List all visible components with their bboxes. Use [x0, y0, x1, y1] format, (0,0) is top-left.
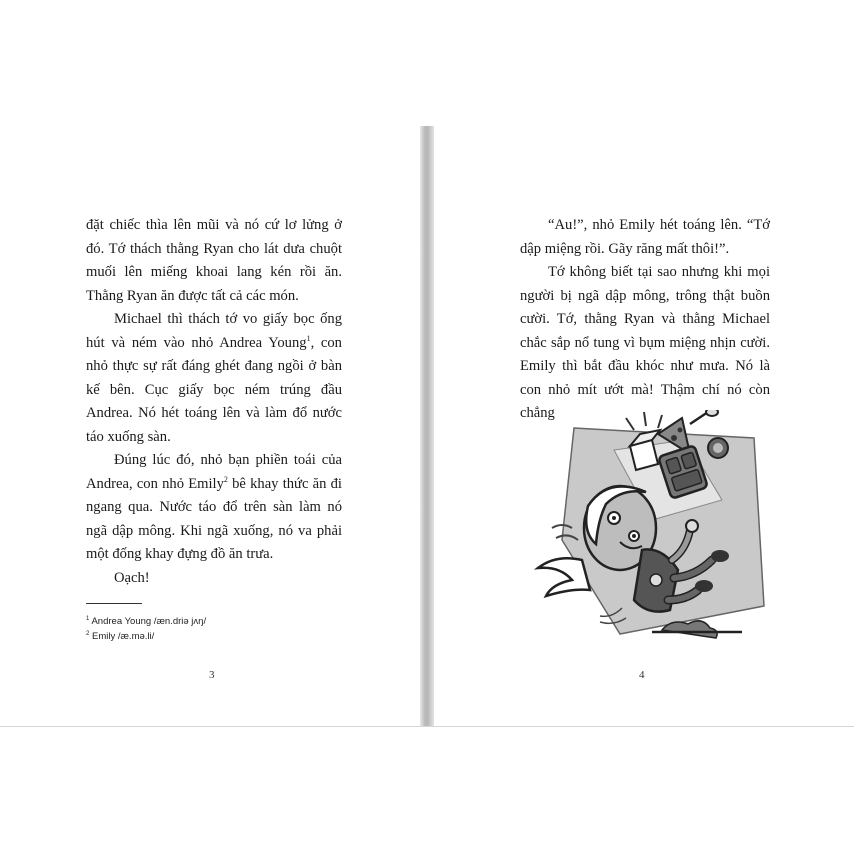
- footnote-marker: 2: [223, 474, 228, 484]
- footnote-mark: 1: [86, 616, 90, 622]
- paragraph: Tớ không biết tại sao nhưng khi mọi người bị ngã dập mông, trông thật buồn cười. Tớ, thằng Ryan và thằng Michael chắc sắp nổ tung vì bụm miệng nhịn cười. Emily thì bắt đầu khóc như mưa. Nó là con nhỏ mít ướt mà! Thậm chí nó còn chẳng: [520, 264, 770, 421]
- juice-spill: [662, 621, 717, 638]
- paragraph-text: Đúng lúc đó, nhỏ bạn phiền toái của Andrea, con nhỏ Emily: [86, 452, 342, 492]
- book-gutter: [420, 126, 434, 726]
- footnote-mark: 2: [86, 631, 90, 638]
- girl-ponytail: [538, 558, 590, 596]
- footnote: [86, 613, 346, 628]
- footnote-text: Andrea Young /æn.driə jʌŋ/: [91, 616, 207, 628]
- paragraph: [86, 449, 342, 567]
- book-spread: [0, 126, 854, 727]
- footnote-divider: [86, 603, 142, 604]
- right-page-text: [520, 214, 770, 426]
- right-page: [434, 126, 854, 726]
- left-page: [0, 126, 420, 726]
- left-page-text: [86, 214, 342, 590]
- page-number: 4: [639, 669, 645, 681]
- footnotes: [86, 613, 346, 643]
- paragraph: “Au!”, nhỏ Emily hét toáng lên. “Tớ dập miệng rồi. Gãy răng mất thôi!”.: [520, 217, 770, 257]
- paragraph: Oạch!: [114, 569, 150, 586]
- paragraph-text: Michael thì thách tớ vo giấy bọc ống hút và ném vào nhỏ Andrea Young: [86, 311, 342, 351]
- paragraph-text: bê khay thức ăn đi ngang qua. Nước táo đổ trên sàn làm nó ngã dập mông. Khi ngã xuống, nó va phải một đống khay đựng đồ ăn trưa.: [86, 475, 342, 562]
- girl-falling-illustration: [522, 410, 782, 644]
- paragraph: đặt chiếc thìa lên mũi và nó cứ lơ lửng ở đó. Tớ thách thằng Ryan cho lát dưa chuột muối lên miếng khoai lang kén rồi ăn. Thằng Ryan ăn được tất cả các món.: [86, 217, 342, 304]
- paragraph: [86, 308, 342, 449]
- footnote-text: Emily /æ.mə.li/: [91, 631, 155, 643]
- footnote-marker: 1: [306, 333, 311, 343]
- footnote: [86, 628, 346, 643]
- page-number: 3: [209, 669, 215, 681]
- paragraph-text: , con nhỏ thực sự rất đáng ghét đang ngồi ở bàn kế bên. Cục giấy bọc ném trúng đầu Andrea. Nó hét toáng lên và làm đổ nước táo xuống sàn.: [86, 334, 342, 445]
